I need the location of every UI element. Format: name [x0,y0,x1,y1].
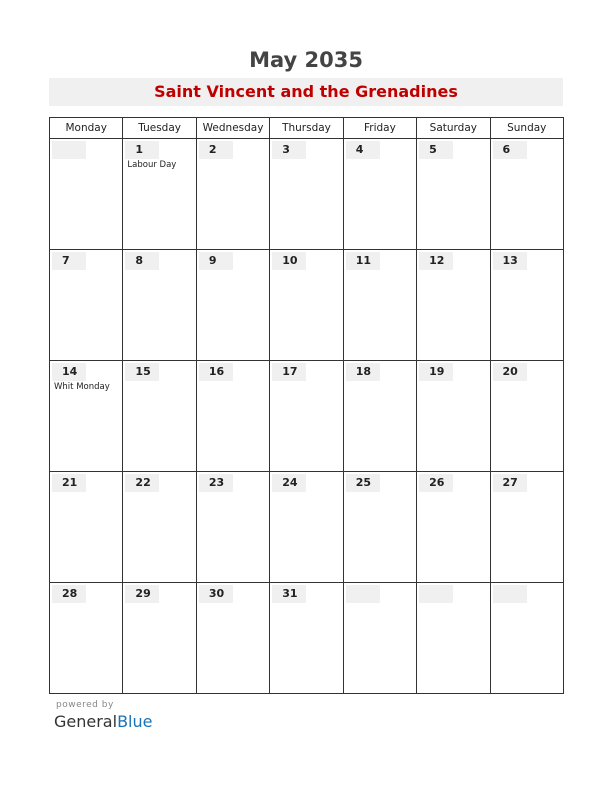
day-number: 22 [125,474,159,492]
day-cell[interactable] [417,583,490,694]
day-cell[interactable] [196,472,269,583]
day-cell[interactable] [196,583,269,694]
day-cell[interactable] [490,139,563,250]
day-number: 26 [419,474,453,492]
holiday-label: Labour Day [127,160,177,170]
day-cell[interactable] [490,472,563,583]
day-number: 19 [419,363,453,381]
day-cell[interactable] [123,139,196,250]
week-row [50,361,564,472]
day-number [419,585,453,603]
day-cell[interactable] [50,139,123,250]
day-number: 16 [199,363,233,381]
day-cell[interactable] [417,250,490,361]
day-number: 4 [346,141,380,159]
week-row [50,472,564,583]
day-number: 17 [272,363,306,381]
day-number: 15 [125,363,159,381]
day-number: 30 [199,585,233,603]
day-cell[interactable] [270,139,343,250]
day-cell[interactable] [123,472,196,583]
day-number: 14 [52,363,86,381]
day-number: 5 [419,141,453,159]
day-cell[interactable] [417,472,490,583]
weekday-header-monday: Monday [50,118,123,139]
country-name: Saint Vincent and the Grenadines [154,82,458,101]
brand-blue-text: Blue [117,712,153,731]
day-number [493,585,527,603]
day-cell[interactable] [490,583,563,694]
day-number: 18 [346,363,380,381]
day-number [52,141,86,159]
day-cell[interactable] [123,361,196,472]
day-number: 11 [346,252,380,270]
day-number: 21 [52,474,86,492]
day-cell[interactable] [343,361,416,472]
week-row [50,250,564,361]
day-number: 10 [272,252,306,270]
day-cell[interactable] [50,583,123,694]
weekday-header-row [50,118,564,139]
day-cell[interactable] [343,250,416,361]
day-cell[interactable] [196,361,269,472]
week-row [50,139,564,250]
week-row [50,583,564,694]
day-cell[interactable] [50,361,123,472]
day-number: 3 [272,141,306,159]
day-number: 20 [493,363,527,381]
day-cell[interactable] [417,361,490,472]
day-cell[interactable] [270,472,343,583]
day-cell[interactable] [270,250,343,361]
day-cell[interactable] [123,250,196,361]
day-number: 8 [125,252,159,270]
weekday-header-tuesday: Tuesday [123,118,196,139]
day-number: 12 [419,252,453,270]
page-title: May 2035 [249,48,363,72]
day-number: 31 [272,585,306,603]
day-cell[interactable] [343,583,416,694]
powered-by-label: powered by [56,700,114,710]
day-cell[interactable] [270,361,343,472]
day-number: 2 [199,141,233,159]
day-cell[interactable] [123,583,196,694]
day-number: 13 [493,252,527,270]
country-banner [49,78,563,106]
day-number: 7 [52,252,86,270]
holiday-label: Whit Monday [54,382,110,392]
day-cell[interactable] [196,250,269,361]
weekday-header-friday: Friday [343,118,416,139]
day-number: 28 [52,585,86,603]
day-cell[interactable] [343,139,416,250]
day-number: 9 [199,252,233,270]
day-cell[interactable] [50,250,123,361]
day-cell[interactable] [196,139,269,250]
day-number: 25 [346,474,380,492]
day-cell[interactable] [490,250,563,361]
weekday-header-thursday: Thursday [270,118,343,139]
weekday-header-wednesday: Wednesday [196,118,269,139]
day-number: 29 [125,585,159,603]
brand-logo[interactable] [54,712,152,731]
day-cell[interactable] [343,472,416,583]
day-number: 1 [125,141,159,159]
weekday-header-saturday: Saturday [417,118,490,139]
day-number [346,585,380,603]
day-number: 23 [199,474,233,492]
day-number: 6 [493,141,527,159]
calendar-body [50,139,564,694]
day-cell[interactable] [490,361,563,472]
weekday-header-sunday: Sunday [490,118,563,139]
calendar-grid [49,117,564,694]
day-cell[interactable] [50,472,123,583]
day-number: 27 [493,474,527,492]
brand-general-text: General [54,712,118,731]
day-cell[interactable] [417,139,490,250]
day-cell[interactable] [270,583,343,694]
day-number: 24 [272,474,306,492]
